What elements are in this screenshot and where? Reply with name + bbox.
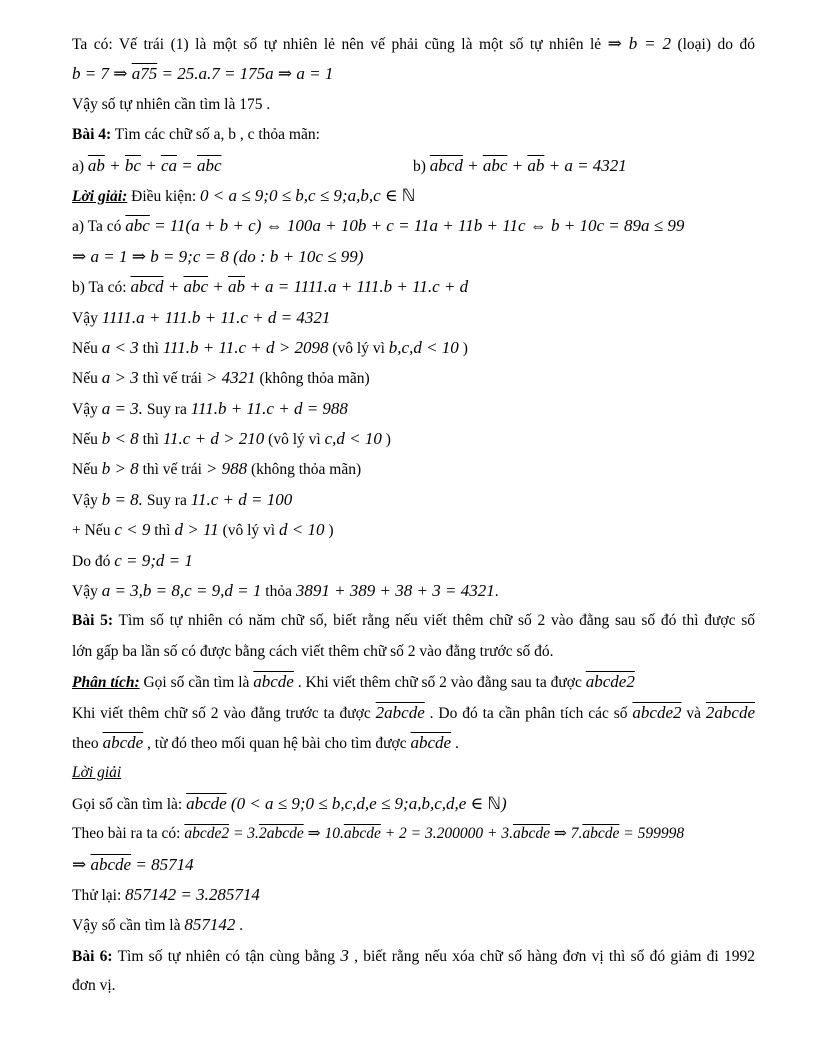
text-segment: + Nếu [72, 522, 115, 540]
math-segment: = 25.a.7 = 175a ⇒ a = 1 [157, 64, 334, 84]
line-ve-trai-le [72, 29, 755, 59]
math-segment: + [163, 277, 184, 297]
math-overline: abcde [410, 732, 452, 752]
line-neu-a-nho [72, 333, 755, 363]
math-overline: abcde [186, 793, 227, 813]
text-segment: Tìm số tự nhiên có năm chữ số, biết rằng nếu viết thêm chữ số 2 vào đằng sau số đó thì được số [113, 612, 755, 630]
math-segment: = 85714 [131, 854, 194, 874]
text-segment: b) Ta có: [72, 279, 131, 297]
math-segment: + a = 4321 [544, 155, 627, 175]
bai-5-ket-luan [72, 910, 755, 940]
line-neu-a-lon [72, 363, 755, 393]
text-segment: . Do đó ta cần phân tích các số [424, 704, 633, 722]
text-segment: lớn gấp ba lần số có được bằng cách viết thêm chữ số 2 vào đằng trước số đó. [72, 642, 554, 660]
bai-5-phan-tich-3 [72, 728, 755, 758]
bai-5-heading [72, 606, 755, 636]
math-overline: $\overline{abc}$ [482, 155, 508, 175]
math-overline: 2abcde [258, 825, 304, 843]
line-ket-luan-175 [72, 90, 755, 120]
text-segment: Vậy [72, 400, 102, 418]
text-segment: Gọi số cần tìm là [139, 674, 254, 692]
math-overline: $\overline{abc}$ [183, 277, 209, 297]
math-segment: a = 3. [101, 398, 143, 418]
text-segment: Vậy [72, 309, 102, 327]
math-segment: + [140, 155, 161, 175]
bai-4-loi-giai [72, 181, 755, 211]
math-overline: $\overline{bc}$ [124, 155, 141, 175]
math-segment: = 11(a + b + c) ⇔ 100a + 10b + c = 11a + 11b + 11c ⇔ b + 10c = 89a ≤ 99 [149, 216, 685, 236]
line-vay-tong-hop [72, 576, 755, 606]
math-segment: a > 3 [101, 368, 139, 388]
bai-5-loi-giai-label [72, 758, 755, 788]
text-segment: Theo bài ra ta có: [72, 825, 185, 843]
text-segment: thì vế trái [138, 370, 206, 388]
text-segment: và [681, 704, 706, 722]
math-segment: (0 < a ≤ 9;0 ≤ b,c,d,e ≤ 9;a,b,c,d,e ∈ ℕ) [226, 793, 507, 813]
math-overline: abcde2 [585, 672, 635, 692]
math-segment: ⇒ b = 2 [607, 34, 671, 53]
line-vay-b8 [72, 485, 755, 515]
text-segment: Lời giải: [72, 187, 128, 205]
text-segment: Vậy số cần tìm là [72, 917, 185, 935]
bai-5-goi-so [72, 789, 755, 819]
math-segment: 111.b + 11.c + d > 2098 [162, 337, 329, 357]
text-segment: (vô lý vì [264, 431, 325, 449]
text-segment: (vô lý vì [218, 522, 279, 540]
bai-5-phan-tich-2 [72, 698, 755, 728]
math-overline: $\overline{ab}$ [527, 155, 545, 175]
math-overline: abcde [512, 825, 550, 843]
line-do-do-c9d1 [72, 546, 755, 576]
math-segment: 0 < a ≤ 9;0 ≤ b,c ≤ 9;a,b,c ∈ ℕ [200, 185, 416, 205]
math-overline: $\overline{ab}$ [228, 277, 246, 297]
text-segment: Do đó [72, 552, 115, 570]
math-segment: ⇒ a = 1 ⇒ b = 9;c = 8 (do : b + 10c ≤ 99) [72, 246, 364, 266]
text-segment: Vậy [72, 583, 102, 601]
text-segment: (không thỏa mãn) [247, 461, 362, 479]
math-overline: $\overline{abc}$ [196, 155, 222, 175]
text-segment: thì [138, 431, 163, 449]
bai-5-phan-tich [72, 667, 755, 697]
text-segment: (loại) do đó [670, 36, 755, 53]
document-body [72, 29, 755, 1002]
text-segment: thì vế trái [138, 461, 206, 479]
math-segment: 3891 + 389 + 38 + 3 = 4321 [295, 581, 495, 601]
text-segment: theo [72, 734, 103, 752]
math-overline: abcde [102, 732, 144, 752]
bai-4b-formula [72, 272, 755, 302]
math-segment: ⇒ [72, 854, 91, 874]
math-overline: 2abcde [705, 702, 755, 722]
math-segment: b = 7 ⇒ [72, 64, 132, 84]
math-overline: abcde [90, 854, 132, 874]
text-segment: . [494, 583, 499, 601]
text-segment: Bài 5: [72, 612, 114, 630]
math-segment: + [507, 155, 528, 175]
equation-col-a [72, 155, 222, 175]
math-overline: $\overline{abc}$ [125, 216, 150, 236]
text-segment: Nếu [72, 370, 102, 388]
text-segment: Bài 4: [72, 126, 112, 144]
bai-5-heading-2 [72, 637, 755, 667]
bai-6-heading [72, 941, 755, 971]
math-segment: c < 9 [114, 520, 151, 540]
math-segment: b = 8. [101, 489, 143, 509]
text-segment: a) [72, 157, 88, 175]
math-segment: + [462, 155, 483, 175]
math-segment: ⇒ 7. [550, 825, 583, 843]
math-overline: abcde2 [632, 702, 682, 722]
text-segment: thì [150, 522, 175, 540]
math-segment: = [176, 155, 197, 175]
text-segment: (vô lý vì [328, 339, 389, 357]
math-segment: + [208, 277, 229, 297]
math-segment: 857142 [184, 915, 236, 935]
text-segment: Gọi số cần tìm là: [72, 795, 187, 813]
text-segment: , từ đó theo mối quan hệ bài cho tìm được [143, 734, 411, 752]
math-overline: abcde [253, 672, 294, 692]
math-segment: b,c,d < 10 [388, 337, 459, 357]
bai-4a-formula [72, 211, 755, 241]
line-b7-formula [72, 59, 755, 89]
math-segment: b < 8 [101, 429, 139, 449]
math-segment: 3 [340, 945, 349, 965]
math-segment: + 2 = 3.200000 + 3. [380, 825, 513, 843]
math-overline: a75 [131, 64, 158, 84]
bai-6-heading-2 [72, 971, 755, 1001]
bai-5-thu-lai [72, 880, 755, 910]
text-segment: b) [413, 157, 430, 175]
text-segment: Suy ra [142, 400, 191, 418]
math-segment: = 599998 [619, 825, 685, 843]
text-segment: Vậy số tự nhiên cần tìm là 175 . [72, 95, 271, 113]
text-segment: ) [381, 431, 391, 449]
text-segment: Điều kiện: [127, 187, 200, 205]
text-segment: Vậy [72, 491, 102, 509]
bai-4-heading [72, 120, 755, 150]
bai-4a-ket-qua [72, 242, 755, 272]
math-segment: c,d < 10 [324, 429, 382, 449]
math-segment: a = 3,b = 8,c = 9,d = 1 [101, 581, 262, 601]
text-segment: Thử lại: [72, 886, 126, 904]
math-overline: $\overline{ca}$ [160, 155, 177, 175]
math-overline: $\overline{ab}$ [87, 155, 105, 175]
text-segment: Tìm các chữ số a, b , c thỏa mãn: [111, 126, 320, 144]
math-segment: b > 8 [101, 459, 139, 479]
math-segment: + a = 1111.a + 111.b + 11.c + d [245, 277, 469, 297]
line-neu-b-lon [72, 454, 755, 484]
line-neu-b-nho [72, 424, 755, 454]
math-segment: ⇒ 10. [303, 825, 344, 843]
text-segment: Ta có: Vế trái (1) là một số tự nhiên lẻ nên vế phải cũng là một số tự nhiên lẻ [72, 36, 608, 53]
math-segment: c = 9;d = 1 [114, 550, 193, 570]
equation-col-b [413, 151, 627, 182]
text-segment: . [451, 734, 459, 752]
text-segment: Nếu [72, 461, 102, 479]
text-segment: (không thỏa mãn) [255, 370, 370, 388]
math-segment: 857142 = 3.285714 [125, 884, 260, 904]
text-segment: thỏa [261, 583, 296, 601]
text-segment: Khi viết thêm chữ số 2 vào đằng trước ta được [72, 704, 376, 722]
text-segment: Bài 6: [72, 947, 113, 965]
math-segment: 1111.a + 111.b + 11.c + d = 4321 [101, 307, 331, 327]
math-overline: abcde [582, 825, 620, 843]
math-overline: abcd [130, 277, 164, 297]
text-segment: Lời giải [72, 764, 122, 782]
text-segment: Suy ra [142, 491, 191, 509]
math-segment: > 4321 [205, 368, 256, 388]
math-segment: 11.c + d > 210 [162, 429, 265, 449]
line-neu-c-nho [72, 515, 755, 545]
math-overline: abcde [343, 825, 381, 843]
bai-5-theo-bai-ra [72, 819, 755, 849]
text-segment: Phân tích: [72, 674, 140, 692]
math-segment: + [104, 155, 125, 175]
math-segment: 11.c + d = 100 [190, 489, 293, 509]
text-segment: Nếu [72, 431, 102, 449]
text-segment: Tìm số tự nhiên có tận cùng bằng [112, 947, 341, 965]
math-segment: > 988 [205, 459, 248, 479]
math-segment: a < 3 [101, 337, 139, 357]
text-segment: . Khi viết thêm chữ số 2 vào đằng sau ta được [293, 674, 586, 692]
text-segment: a) Ta có [72, 218, 126, 236]
line-vay-1111 [72, 303, 755, 333]
math-overline: abcd [429, 155, 463, 175]
text-segment: thì [138, 339, 163, 357]
math-segment: d > 11 [174, 520, 219, 540]
bai-4-equations [72, 151, 755, 181]
text-segment: , biết rằng nếu xóa chữ số hàng đơn vị thì số đó giảm đi 1992 [348, 947, 755, 965]
text-segment: đơn vị. [72, 977, 116, 995]
bai-5-ket-qua [72, 850, 755, 880]
text-segment: Nếu [72, 339, 102, 357]
text-segment: . [235, 917, 244, 935]
line-vay-a3 [72, 394, 755, 424]
math-overline: 2abcde [375, 702, 425, 722]
math-segment: = 3. [229, 825, 259, 843]
text-segment: ) [324, 522, 334, 540]
math-segment: d < 10 [278, 520, 325, 540]
math-overline: abcde2 [184, 825, 230, 843]
math-segment: 111.b + 11.c + d = 988 [190, 398, 348, 418]
text-segment: ) [458, 339, 468, 357]
